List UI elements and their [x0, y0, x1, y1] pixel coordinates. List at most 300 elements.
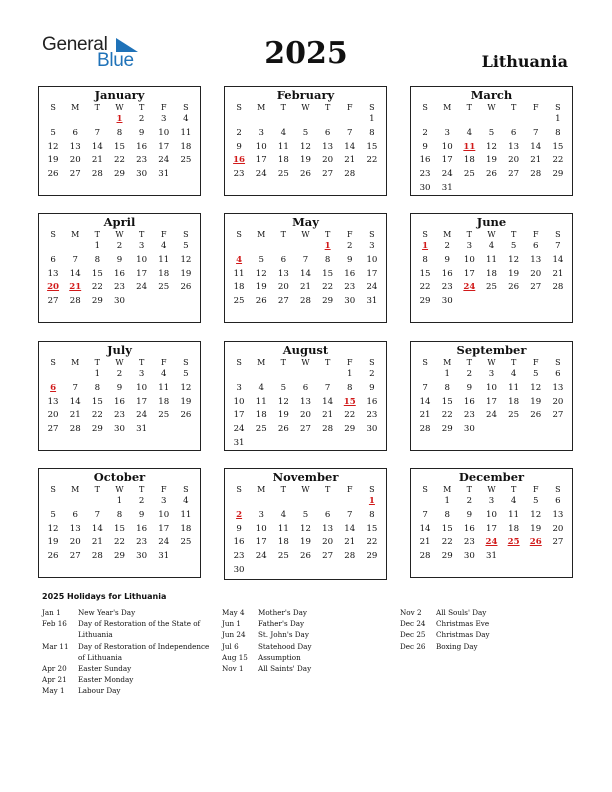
day-cell: 17	[255, 155, 267, 166]
day-cell: 23	[233, 551, 245, 562]
day-cell: 15	[91, 268, 103, 279]
day-cell: 16	[233, 537, 245, 548]
day-cell: 30	[114, 424, 125, 435]
day-grid	[411, 240, 572, 309]
empty-day-cell	[42, 240, 64, 254]
day-cell: 20	[277, 282, 289, 293]
empty-day-cell	[339, 495, 361, 509]
empty-day-cell	[64, 113, 86, 127]
weekday-label: T	[280, 103, 287, 112]
weekday-label: S	[183, 103, 189, 112]
day-cell: 1	[347, 369, 353, 379]
day-cell: 6	[555, 369, 561, 379]
day-cell: 7	[347, 127, 353, 138]
holiday-entry	[42, 618, 214, 640]
day-cell: 8	[444, 382, 450, 393]
holiday-day-cell: 20	[47, 282, 60, 293]
weekday-label: S	[555, 103, 561, 112]
weekday-header	[225, 484, 386, 495]
day-cell: 27	[322, 551, 334, 562]
weekday-label: F	[160, 485, 167, 494]
holiday-day-cell: 25	[507, 537, 520, 548]
day-cell: 30	[419, 182, 431, 193]
weekday-label: T	[324, 485, 331, 494]
brand-name-line2: Blue	[97, 50, 134, 71]
weekday-label: T	[94, 230, 101, 239]
empty-day-cell	[294, 113, 316, 127]
day-cell: 28	[91, 551, 103, 562]
weekday-label: S	[422, 485, 428, 494]
day-cell: 22	[91, 282, 103, 293]
weekday-label: T	[466, 485, 473, 494]
day-cell: 1	[94, 369, 101, 379]
holiday-day-cell: 16	[233, 155, 246, 166]
day-cell: 17	[233, 410, 245, 421]
day-cell: 25	[158, 410, 170, 421]
weekday-label: S	[183, 358, 189, 367]
day-cell: 9	[369, 382, 375, 393]
empty-day-cell	[525, 113, 547, 127]
day-cell: 24	[136, 282, 148, 293]
day-cell: 13	[530, 254, 542, 265]
day-cell: 2	[369, 369, 375, 379]
day-cell: 8	[324, 254, 331, 265]
day-cell: 30	[136, 169, 148, 180]
weekday-label: S	[369, 103, 375, 112]
day-cell: 1	[94, 241, 101, 251]
day-cell: 25	[463, 169, 475, 180]
empty-day-cell	[294, 240, 316, 254]
day-cell: 1	[444, 369, 450, 379]
holiday-entry	[42, 641, 214, 663]
day-cell: 6	[50, 254, 56, 265]
day-cell: 12	[530, 382, 542, 393]
day-cell: 10	[463, 254, 475, 265]
holiday-entry	[42, 674, 214, 685]
empty-day-cell	[414, 368, 436, 382]
month-july	[38, 341, 201, 451]
day-cell: 27	[322, 169, 334, 180]
weekday-header	[225, 229, 386, 240]
day-cell: 2	[138, 496, 145, 506]
weekday-label: T	[138, 230, 145, 239]
empty-day-cell	[228, 368, 250, 382]
day-grid	[225, 113, 386, 182]
day-cell: 9	[236, 141, 242, 152]
empty-day-cell	[228, 113, 250, 127]
day-cell: 4	[280, 509, 287, 520]
brand-name-line1: General	[42, 34, 108, 55]
holiday-entry	[400, 641, 568, 652]
day-cell: 24	[233, 424, 245, 435]
day-cell: 15	[552, 141, 564, 152]
day-cell: 31	[158, 169, 170, 180]
holiday-date: Jan 1	[42, 608, 61, 617]
empty-day-cell	[272, 113, 294, 127]
day-cell: 13	[69, 141, 81, 152]
weekday-label: S	[183, 485, 189, 494]
day-cell: 20	[322, 155, 334, 166]
day-cell: 9	[138, 127, 145, 138]
weekday-label: M	[71, 358, 80, 367]
day-cell: 24	[366, 282, 378, 293]
holiday-day-cell: 1	[422, 241, 429, 251]
weekday-label: W	[487, 103, 496, 112]
empty-day-cell	[294, 368, 316, 382]
day-cell: 28	[91, 169, 103, 180]
empty-day-cell	[42, 368, 64, 382]
weekday-label: S	[236, 358, 242, 367]
day-cell: 23	[114, 410, 125, 421]
empty-day-cell	[228, 495, 250, 509]
holiday-name: Statehood Day	[258, 641, 312, 651]
day-cell: 23	[463, 410, 475, 421]
calendar-year: 2025	[264, 36, 348, 71]
day-cell: 2	[466, 496, 473, 506]
holiday-date: Nov 1	[222, 664, 244, 674]
month-title: June	[476, 215, 507, 229]
month-title: July	[107, 343, 132, 357]
day-cell: 26	[47, 551, 59, 562]
day-cell: 8	[347, 382, 353, 393]
day-cell: 28	[300, 296, 311, 307]
holiday-date: Dec 25	[400, 630, 426, 640]
day-cell: 25	[277, 169, 289, 180]
day-cell: 13	[322, 141, 334, 152]
month-title: October	[93, 470, 146, 484]
day-cell: 14	[419, 396, 431, 407]
weekday-label: F	[346, 358, 353, 367]
holiday-date: May 1	[42, 686, 65, 696]
day-cell: 2	[422, 127, 428, 138]
day-cell: 11	[486, 254, 497, 265]
day-grid	[39, 495, 200, 564]
day-cell: 22	[114, 155, 125, 166]
weekday-label: S	[555, 485, 561, 494]
day-cell: 19	[300, 537, 311, 548]
day-cell: 7	[302, 254, 309, 265]
day-cell: 23	[463, 537, 475, 548]
holiday-date: Nov 2	[400, 608, 422, 617]
holiday-date: Mar 11	[42, 641, 69, 651]
day-cell: 26	[530, 410, 542, 421]
day-cell: 15	[114, 141, 125, 152]
weekday-header	[411, 102, 572, 113]
holiday-entry	[222, 618, 390, 629]
empty-day-cell	[414, 495, 436, 509]
weekday-label: T	[324, 103, 331, 112]
holiday-day-cell: 26	[529, 537, 542, 548]
day-cell: 9	[422, 141, 428, 152]
day-cell: 31	[233, 437, 245, 448]
weekday-label: W	[301, 103, 310, 112]
day-cell: 6	[72, 509, 78, 520]
weekday-label: F	[532, 103, 539, 112]
empty-day-cell	[42, 113, 64, 127]
day-cell: 13	[552, 382, 564, 393]
day-cell: 5	[50, 509, 56, 520]
weekday-label: W	[115, 230, 124, 239]
day-grid	[411, 368, 572, 437]
day-cell: 14	[91, 141, 103, 152]
weekday-label: M	[443, 485, 452, 494]
day-cell: 10	[486, 509, 497, 520]
day-cell: 22	[366, 155, 378, 166]
day-cell: 13	[47, 396, 59, 407]
holiday-date: Jul 6	[222, 641, 239, 651]
day-cell: 7	[324, 382, 331, 393]
empty-day-cell	[272, 368, 294, 382]
day-cell: 20	[300, 410, 311, 421]
holiday-entry	[222, 607, 390, 618]
weekday-label: T	[94, 103, 101, 112]
day-cell: 14	[69, 268, 81, 279]
day-cell: 28	[419, 551, 431, 562]
day-cell: 3	[488, 496, 495, 506]
month-title: December	[458, 470, 525, 484]
day-cell: 9	[444, 254, 450, 265]
day-cell: 24	[158, 155, 170, 166]
day-cell: 22	[441, 410, 453, 421]
day-cell: 7	[555, 241, 561, 251]
day-cell: 19	[180, 396, 192, 407]
day-cell: 10	[136, 382, 148, 393]
day-cell: 28	[344, 551, 356, 562]
day-cell: 31	[136, 424, 148, 435]
day-cell: 2	[116, 241, 123, 251]
month-title: November	[272, 470, 339, 484]
holiday-day-cell: 11	[463, 141, 476, 152]
day-cell: 21	[91, 537, 103, 548]
weekday-label: S	[369, 485, 375, 494]
day-cell: 27	[508, 169, 520, 180]
day-cell: 26	[180, 282, 192, 293]
day-cell: 2	[138, 114, 145, 124]
holiday-entry	[42, 607, 214, 618]
month-title: August	[282, 343, 329, 357]
day-cell: 11	[158, 254, 170, 265]
day-cell: 1	[369, 114, 375, 124]
holiday-name: Boxing Day	[436, 641, 478, 651]
holiday-day-cell: 6	[50, 382, 57, 393]
weekday-label: F	[346, 230, 353, 239]
day-cell: 14	[419, 523, 431, 534]
day-cell: 21	[91, 155, 103, 166]
day-cell: 18	[255, 410, 267, 421]
day-cell: 14	[344, 141, 356, 152]
day-grid	[39, 113, 200, 182]
day-cell: 29	[552, 169, 564, 180]
day-cell: 15	[114, 523, 125, 534]
day-cell: 4	[488, 241, 495, 251]
day-cell: 3	[161, 496, 167, 506]
weekday-label: S	[183, 230, 189, 239]
holiday-date: May 4	[222, 608, 245, 617]
day-cell: 29	[419, 296, 431, 307]
day-cell: 7	[72, 254, 78, 265]
day-cell: 15	[91, 396, 103, 407]
day-cell: 16	[419, 155, 431, 166]
weekday-label: F	[160, 103, 167, 112]
holiday-date: Apr 20	[42, 664, 67, 674]
day-cell: 8	[94, 382, 101, 393]
day-cell: 8	[116, 509, 123, 520]
day-cell: 19	[530, 523, 542, 534]
weekday-label: T	[324, 358, 331, 367]
day-cell: 2	[347, 241, 353, 251]
day-cell: 23	[344, 282, 356, 293]
weekday-label: W	[115, 103, 124, 112]
day-cell: 26	[300, 551, 311, 562]
empty-day-cell	[272, 495, 294, 509]
holiday-name: New Year's Day	[78, 608, 136, 617]
holiday-entry	[400, 607, 568, 618]
weekday-label: T	[510, 230, 517, 239]
month-january	[38, 86, 201, 196]
day-cell: 29	[91, 296, 103, 307]
day-cell: 6	[555, 496, 561, 506]
day-cell: 28	[419, 424, 431, 435]
day-cell: 30	[441, 296, 453, 307]
day-cell: 12	[255, 268, 267, 279]
holiday-entry	[222, 663, 390, 674]
day-cell: 7	[94, 509, 101, 520]
day-cell: 21	[344, 537, 356, 548]
empty-day-cell	[250, 495, 272, 509]
day-cell: 15	[441, 523, 453, 534]
month-april	[38, 213, 201, 323]
day-cell: 17	[463, 268, 475, 279]
day-cell: 17	[158, 141, 170, 152]
day-cell: 14	[552, 254, 564, 265]
day-cell: 20	[552, 396, 564, 407]
day-cell: 27	[530, 282, 542, 293]
day-cell: 8	[369, 127, 375, 138]
holiday-day-cell: 1	[116, 114, 123, 124]
day-cell: 22	[322, 282, 334, 293]
weekday-label: W	[301, 230, 310, 239]
holiday-entry	[42, 685, 214, 696]
day-cell: 19	[486, 155, 497, 166]
day-cell: 21	[322, 410, 334, 421]
empty-day-cell	[317, 113, 339, 127]
day-cell: 18	[486, 268, 497, 279]
day-cell: 23	[366, 410, 378, 421]
day-cell: 21	[300, 282, 311, 293]
day-cell: 14	[322, 396, 334, 407]
day-cell: 15	[441, 396, 453, 407]
day-cell: 3	[444, 127, 450, 138]
day-cell: 20	[508, 155, 520, 166]
day-cell: 16	[463, 396, 475, 407]
weekday-label: S	[50, 103, 56, 112]
empty-day-cell	[86, 113, 108, 127]
day-cell: 5	[183, 369, 189, 379]
day-cell: 10	[158, 509, 170, 520]
day-cell: 14	[300, 268, 311, 279]
day-cell: 10	[441, 141, 453, 152]
weekday-label: S	[555, 230, 561, 239]
weekday-header	[39, 229, 200, 240]
empty-day-cell	[339, 113, 361, 127]
weekday-label: S	[369, 230, 375, 239]
day-cell: 17	[486, 396, 497, 407]
day-cell: 6	[302, 382, 309, 393]
day-cell: 3	[258, 127, 264, 138]
day-cell: 29	[366, 551, 378, 562]
empty-day-cell	[86, 495, 108, 509]
country-name: Lithuania	[481, 52, 568, 71]
empty-day-cell	[458, 113, 480, 127]
holiday-name: Day of Restoration of Independence of Lithuania	[78, 641, 210, 662]
day-cell: 18	[277, 537, 289, 548]
weekday-header	[225, 102, 386, 113]
day-cell: 23	[114, 282, 125, 293]
day-cell: 10	[486, 382, 497, 393]
day-cell: 24	[255, 169, 267, 180]
day-cell: 22	[552, 155, 564, 166]
empty-day-cell	[503, 113, 525, 127]
day-cell: 12	[300, 523, 311, 534]
holiday-name: St. John's Day	[258, 630, 309, 640]
holiday-name: Labour Day	[78, 686, 121, 696]
day-cell: 5	[258, 254, 264, 265]
day-cell: 10	[255, 523, 267, 534]
day-cell: 13	[277, 268, 289, 279]
day-cell: 17	[255, 537, 267, 548]
day-cell: 18	[463, 155, 475, 166]
day-cell: 11	[180, 509, 192, 520]
day-cell: 28	[69, 296, 81, 307]
empty-day-cell	[228, 240, 250, 254]
empty-day-cell	[480, 113, 502, 127]
day-cell: 8	[94, 254, 101, 265]
weekday-label: W	[487, 358, 496, 367]
day-cell: 26	[300, 169, 311, 180]
day-cell: 13	[552, 509, 564, 520]
holiday-entry	[42, 663, 214, 674]
weekday-label: F	[532, 230, 539, 239]
day-cell: 11	[508, 509, 520, 520]
day-cell: 17	[366, 268, 378, 279]
weekday-label: S	[236, 230, 242, 239]
day-cell: 19	[277, 410, 289, 421]
day-cell: 3	[258, 509, 264, 520]
day-cell: 8	[555, 127, 561, 138]
holidays-column	[42, 607, 214, 697]
day-cell: 16	[366, 396, 378, 407]
day-cell: 23	[136, 155, 148, 166]
day-cell: 3	[369, 241, 375, 251]
empty-day-cell	[414, 113, 436, 127]
day-cell: 2	[116, 369, 123, 379]
weekday-label: T	[280, 230, 287, 239]
holiday-name: All Souls' Day	[436, 608, 487, 617]
day-cell: 28	[530, 169, 542, 180]
day-cell: 17	[158, 523, 170, 534]
day-cell: 28	[69, 424, 81, 435]
day-cell: 4	[510, 496, 517, 506]
empty-day-cell	[272, 240, 294, 254]
weekday-label: M	[257, 485, 266, 494]
day-cell: 16	[136, 141, 148, 152]
month-title: February	[276, 88, 335, 102]
day-cell: 29	[322, 296, 334, 307]
day-cell: 14	[69, 396, 81, 407]
holiday-name: Christmas Day	[436, 630, 490, 640]
weekday-label: M	[257, 103, 266, 112]
day-cell: 3	[466, 241, 473, 251]
